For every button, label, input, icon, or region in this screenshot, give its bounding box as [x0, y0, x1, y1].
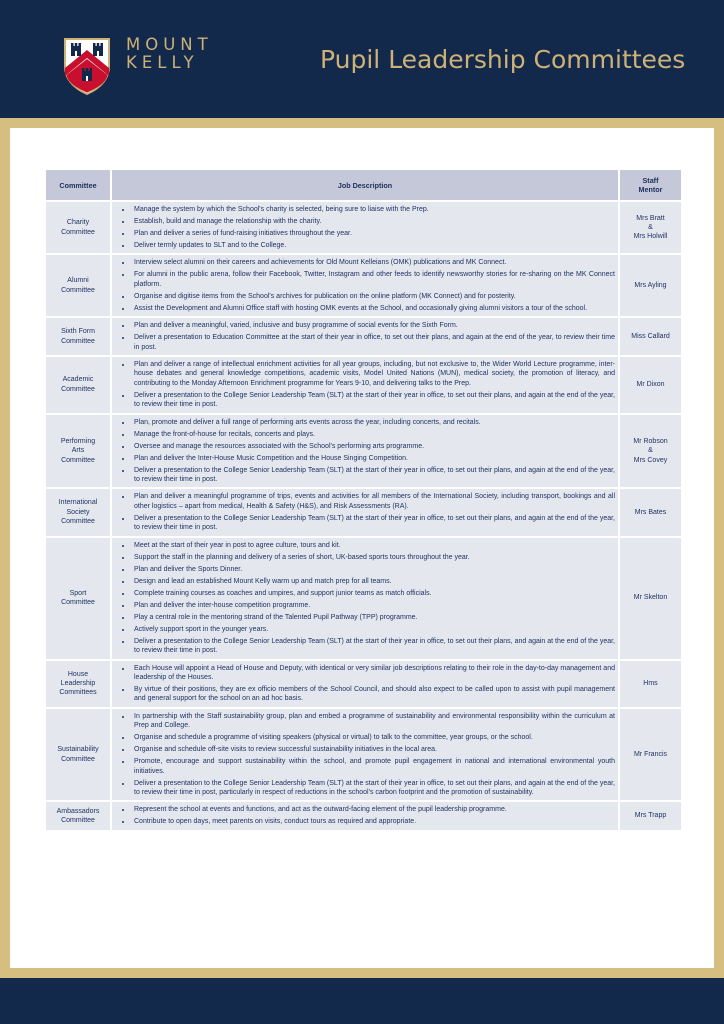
staff-mentor-line: Mrs Bates	[634, 508, 667, 516]
duty-item: • Plan, promote and deliver a full range of performing arts events across the year, including concerts, and recitals.	[132, 418, 615, 427]
committee-name-line: Committees	[59, 689, 97, 697]
job-description-cell	[112, 802, 618, 829]
duties-list	[115, 492, 615, 532]
brand-wordmark	[126, 36, 213, 72]
duty-item: • Each House will appoint a Head of House and Deputy, with identical or very similar job descriptions relating to their role in the day-to-day management and leadership of the Houses.	[132, 664, 615, 683]
footer-banner	[0, 978, 724, 1024]
job-description-cell	[112, 202, 618, 253]
committee-name-line: Committee	[61, 456, 95, 464]
staff-mentor-line: Mrs Holwill	[633, 233, 668, 241]
committee-name-line: Committee	[61, 599, 95, 607]
duty-item: • Deliver a presentation to the College Senior Leadership Team (SLT) at the start of their year in office, to set out their plans, and again at the end of the year, to review their time in post.	[132, 637, 615, 656]
staff-mentor-column-header	[620, 170, 681, 200]
staff-mentor-cell	[620, 255, 681, 316]
table-row	[46, 357, 681, 413]
duties-list	[115, 664, 615, 704]
duty-item: • Interview select alumni on their careers and achievements for Old Mount Kelleians (OMK) publications and MK Connect.	[132, 258, 615, 267]
committee-name-cell	[46, 415, 110, 488]
document-page	[10, 128, 714, 968]
committee-name-line: House	[67, 670, 89, 678]
duties-list	[115, 258, 615, 313]
brand-line-2: KELLY	[126, 53, 199, 72]
staff-mentor-cell	[620, 415, 681, 488]
duty-item: • Promote, encourage and support sustainability within the school, and promote pupil engagement in national and international environmental youth initiatives.	[132, 757, 615, 776]
committee-name-line: Committee	[61, 228, 95, 236]
job-description-cell	[112, 255, 618, 316]
duties-list	[115, 205, 615, 250]
committee-name-cell	[46, 318, 110, 355]
staff-mentor-line: &	[648, 224, 653, 231]
job-description-cell	[112, 709, 618, 801]
committee-name-line: Academic	[62, 376, 94, 384]
staff-mentor-cell	[620, 802, 681, 829]
committee-name-cell	[46, 202, 110, 253]
brand-line-1: MOUNT	[126, 35, 213, 54]
staff-mentor-cell	[620, 357, 681, 413]
job-description-cell	[112, 318, 618, 355]
duty-item: • Deliver a presentation to Education Committee at the start of their year in office, to set out their plans, and again at the end of the year, to review their time in post.	[132, 333, 615, 352]
staff-mentor-line: Hms	[643, 679, 658, 687]
committee-name-line: Sixth Form	[61, 328, 95, 336]
duty-item: • Manage the system by which the School's charity is selected, being sure to liaise with the Prep.	[132, 205, 615, 214]
duty-item: • Establish, build and manage the relationship with the charity.	[132, 217, 615, 226]
committee-name-cell	[46, 661, 110, 707]
staff-mentor-line: Mr Dixon	[636, 381, 665, 389]
staff-mentor-line: &	[648, 447, 653, 455]
committee-name-line: Committee	[61, 518, 95, 526]
committee-name-cell	[46, 357, 110, 413]
duty-item: • In partnership with the Staff sustainability group, plan and embed a programme of sustainability and environmental responsibility within the curriculum at Prep and College.	[132, 712, 615, 731]
committee-name-line: Sustainability	[57, 746, 99, 754]
staff-mentor-cell	[620, 202, 681, 253]
duty-item: • By virtue of their positions, they are ex officio members of the School Council, and should also expect to be called upon to assist with pupil management and general support for the school on an ad hoc basis.	[132, 685, 615, 704]
table-row	[46, 255, 681, 316]
duty-item: • Plan and deliver a meaningful, varied, inclusive and busy programme of social events for the Sixth Form.	[132, 321, 615, 330]
duties-list	[115, 321, 615, 352]
job-description-cell	[112, 415, 618, 488]
committee-name-line: Committee	[61, 385, 95, 393]
duties-list	[115, 418, 615, 485]
committee-name-cell	[46, 802, 110, 829]
staff-mentor-line: Mrs Ayling	[634, 282, 667, 290]
duty-item: • Play a central role in the mentoring strand of the Talented Pupil Pathway (TPP) programme.	[132, 613, 615, 622]
staff-mentor-line: Mr Francis	[633, 750, 668, 758]
staff-mentor-line: Mr Skelton	[633, 594, 668, 602]
staff-mentor-line: Mrs Trapp	[634, 812, 667, 820]
committee-name-line: Society	[66, 508, 90, 516]
duty-item: • Manage the front-of-house for recitals, concerts and plays.	[132, 430, 615, 439]
duty-item: • Deliver a presentation to the College Senior Leadership Team (SLT) at the start of their year in office, to set out their plans, and again at the end of the year, to review their time in post.	[132, 466, 615, 485]
table-row	[46, 202, 681, 253]
duty-item: • Plan and deliver the inter-house competition programme.	[132, 601, 615, 610]
committee-name-line: Committee	[61, 817, 95, 825]
committee-name-line: International	[58, 499, 98, 507]
duties-list	[115, 360, 615, 410]
staff-mentor-line: Mr Robson	[633, 437, 668, 445]
staff-mentor-line: Mrs Bratt	[636, 214, 665, 222]
duty-item: • Organise and digitise items from the School's archives for publication on the online platform (MK Connect) and for posterity.	[132, 292, 615, 301]
table-row	[46, 661, 681, 707]
duty-item: • Represent the school at events and functions, and act as the outward-facing element of the pupil leadership programme.	[132, 805, 615, 814]
duty-item: • Plan and deliver a range of intellectual enrichment activities for all year groups, including, but not exclusive to, the Wider World Lecture programme, inter-house debates and general knowledge competitions, academic visits, Model United Nations (MUN), medical society, the promotion of literacy, and contributing to the Monday Afternoon Enrichment programme for Years 9-10, and delivering talks to the Prep.	[132, 360, 615, 388]
table-row	[46, 709, 681, 801]
job-description-cell	[112, 357, 618, 413]
committee-name-line: Charity	[66, 219, 90, 227]
page-title: Pupil Leadership Committees	[320, 45, 686, 74]
committee-name-line: Sport	[69, 589, 87, 597]
table-row	[46, 538, 681, 659]
duties-list	[115, 541, 615, 656]
job-description-column-header: Job Description	[112, 170, 618, 200]
duty-item: • Organise and schedule off-site visits to review successful sustainability initiatives in the local area.	[132, 745, 615, 754]
duty-item: • Plan and deliver a series of fund-raising initiatives throughout the year.	[132, 229, 615, 238]
table-header-row	[46, 170, 681, 200]
duty-item: • Deliver a presentation to the College Senior Leadership Team (SLT) at the start of their year in office, to set out their plans, and again at the end of the year, to review their time in post.	[132, 514, 615, 533]
table-row	[46, 802, 681, 829]
duty-item: • Assist the Development and Alumni Office staff with hosting OMK events at the School, and occasionally giving alumni visitors a tour of the school.	[132, 304, 615, 313]
duties-list	[115, 805, 615, 826]
committee-name-line: Alumni	[67, 277, 89, 285]
duty-item: • Complete training courses as coaches and umpires, and support junior teams as match officials.	[132, 589, 615, 598]
duty-item: • Deliver a presentation to the College Senior Leadership Team (SLT) at the start of their year in office, to set out their plans, and again at the end of the year, to review their time in post, particularly in respect of reductions in the school's carbon footprint and the promotion of sustainability.	[132, 779, 615, 798]
committee-name-cell	[46, 255, 110, 316]
duty-item: • Plan and deliver the Inter-House Music Competition and the House Singing Competition.	[132, 454, 615, 463]
staff-mentor-cell	[620, 661, 681, 707]
job-description-cell	[112, 538, 618, 659]
school-crest-logo	[62, 36, 112, 96]
gold-frame	[0, 118, 724, 978]
duty-item: • Oversee and manage the resources associated with the School's performing arts programme.	[132, 442, 615, 451]
committee-name-line: Performing	[60, 437, 96, 445]
committee-name-line: Committee	[61, 337, 95, 345]
staff-mentor-cell	[620, 489, 681, 535]
committee-name-line: Ambassadors	[56, 807, 100, 815]
duty-item: • Support the staff in the planning and delivery of a series of short, UK-based sports tours throughout the year.	[132, 553, 615, 562]
table-row	[46, 415, 681, 488]
duty-item: • Design and lead an established Mount Kelly warm up and match prep for all teams.	[132, 577, 615, 586]
duty-item: • For alumni in the public arena, follow their Facebook, Twitter, Instagram and other feeds to identify newsworthy stories for re-sharing on the MK Connect platform.	[132, 270, 615, 289]
committee-column-header: Committee	[46, 170, 110, 200]
duty-item: • Deliver a presentation to the College Senior Leadership Team (SLT) at the start of their year in office, to set out their plans, and again at the end of the year, to review their time in post.	[132, 391, 615, 410]
committee-name-cell	[46, 489, 110, 535]
header-banner	[0, 0, 724, 118]
table-row	[46, 489, 681, 535]
table-row	[46, 318, 681, 355]
committee-name-line: Committee	[61, 286, 95, 294]
committee-name-cell	[46, 709, 110, 801]
duty-item: • Meet at the start of their year in post to agree culture, tours and kit.	[132, 541, 615, 550]
committees-table	[44, 168, 683, 832]
staff-mentor-header-line-1: Staff	[642, 176, 659, 185]
committee-name-line: Arts	[71, 447, 85, 455]
staff-mentor-cell	[620, 318, 681, 355]
duties-list	[115, 712, 615, 798]
staff-mentor-header-line-2: Mentor	[638, 185, 663, 194]
committee-name-cell	[46, 538, 110, 659]
duty-item: • Deliver termly updates to SLT and to the College.	[132, 241, 615, 250]
job-description-cell	[112, 661, 618, 707]
duty-item: • Organise and schedule a programme of visiting speakers (physical or virtual) to talk to the committee, year groups, or the school.	[132, 733, 615, 742]
duty-item: • Plan and deliver a meaningful programme of trips, events and activities for all members of the International Society, including transport, bookings and all other logistics – apart from medical, Health & Safety (H&S), and Risk Assessments (RA).	[132, 492, 615, 511]
duty-item: • Plan and deliver the Sports Dinner.	[132, 565, 615, 574]
committee-name-line: Leadership	[60, 679, 96, 687]
staff-mentor-cell	[620, 709, 681, 801]
duty-item: • Actively support sport in the younger years.	[132, 625, 615, 634]
duty-item: • Contribute to open days, meet parents on visits, conduct tours as required and appropriate.	[132, 817, 615, 826]
staff-mentor-line: Mrs Covey	[633, 456, 668, 464]
job-description-cell	[112, 489, 618, 535]
staff-mentor-line: Miss Callard	[631, 332, 670, 340]
committee-name-line: Committee	[61, 755, 95, 763]
staff-mentor-cell	[620, 538, 681, 659]
